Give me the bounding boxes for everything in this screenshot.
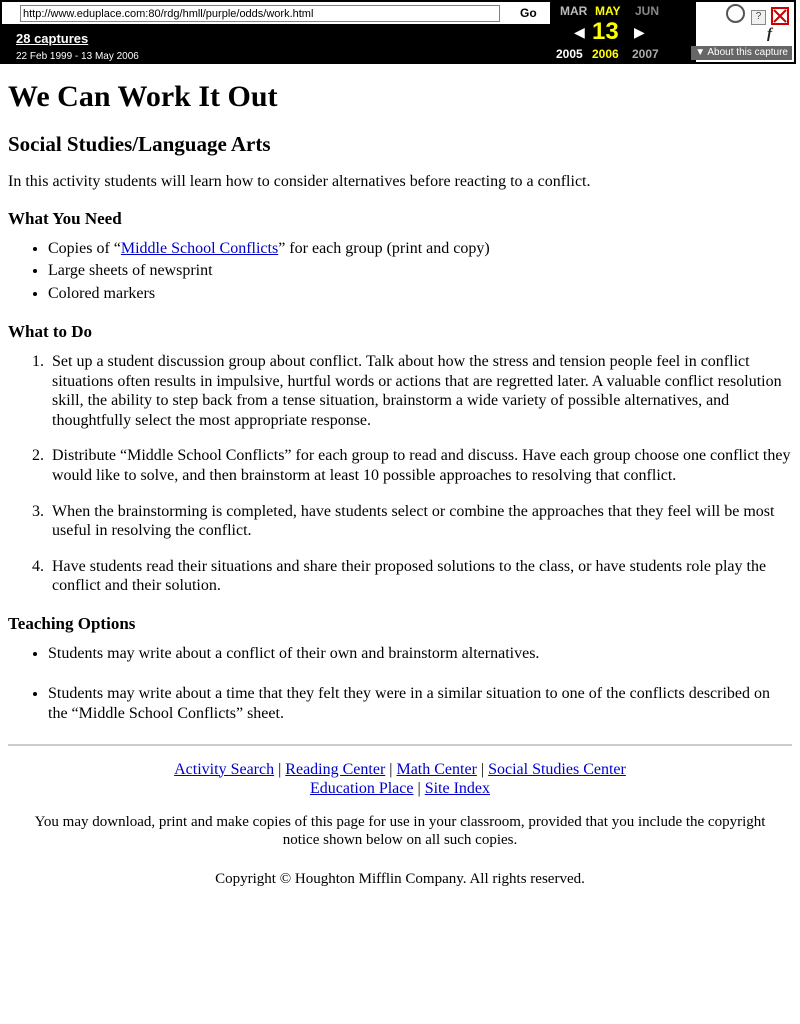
list-item: 3. When the brainstorming is completed, have students select or combine the approaches that they feel will be most useful in resolving the conflict.: [48, 502, 792, 541]
list-item: 4. Have students read their situations and share their proposed solutions to the class, or have students role play the conflict and their solution.: [48, 557, 792, 596]
footer-nav-row-2: [8, 779, 792, 799]
material-text-pre: Large sheets of newsprint: [48, 262, 213, 280]
wayback-url-row: [12, 5, 592, 23]
material-text-pre: Colored markers: [48, 284, 156, 302]
footer-separator: |: [389, 760, 393, 778]
usage-notice-line-1: You may download, print and make copies of this page for use in your classroom, provided that you include the copyright: [34, 813, 766, 830]
url-input[interactable]: [20, 5, 500, 22]
site-index-link[interactable]: Site Index: [424, 780, 491, 798]
education-place-link[interactable]: Education Place: [309, 780, 414, 798]
facebook-icon[interactable]: f: [767, 26, 772, 42]
close-icon[interactable]: [771, 7, 789, 25]
footer-separator: |: [480, 760, 485, 778]
activity-search-link[interactable]: Activity Search: [174, 760, 275, 778]
wayback-timeline: [550, 2, 696, 62]
month-prev-label[interactable]: MAR: [560, 4, 588, 18]
list-item: 2. Distribute “Middle School Conflicts” for each group to read and discuss. Have each group choose one conflict they would like to solve, and then brainstorm at least 10 possible approaches to resolving that conflict.: [48, 446, 792, 485]
materials-list: [8, 239, 792, 304]
page-subtitle: Social Studies/Language Arts: [8, 132, 271, 156]
steps-list: [8, 352, 792, 595]
list-item: • Students may write about a conflict of their own and brainstorm alternatives.: [48, 644, 792, 664]
month-next-label[interactable]: JUN: [635, 4, 660, 18]
usage-notice-line-2: notice shown below on all such copies.: [282, 831, 518, 848]
list-item: [48, 284, 792, 304]
help-icon[interactable]: ?: [751, 10, 766, 25]
previous-capture-arrow-icon[interactable]: ◀: [574, 24, 585, 40]
page-content: [0, 80, 800, 888]
reading-center-link[interactable]: Reading Center: [285, 760, 386, 778]
wayback-logo-icon: [726, 4, 748, 26]
page-title: We Can Work It Out: [8, 80, 278, 113]
social-studies-center-link[interactable]: Social Studies Center: [488, 760, 626, 778]
capture-date-range: 22 Feb 1999 - 13 May 2006: [16, 51, 139, 62]
footer-nav-row-1: [8, 760, 792, 780]
math-center-link[interactable]: Math Center: [396, 760, 477, 778]
year-current-label: 2006: [592, 47, 619, 61]
go-button[interactable]: Go: [514, 5, 543, 21]
footer-divider: [8, 744, 792, 746]
material-text-post: ” for each group (print and copy): [278, 240, 490, 257]
list-item: [48, 261, 792, 281]
month-current-label: MAY: [595, 4, 621, 18]
what-you-need-heading: What You Need: [8, 209, 122, 228]
list-item: • Students may write about a time that they felt they were in a similar situation to one of the conflicts described on the “Middle School Conflicts” sheet.: [48, 684, 792, 724]
wayback-toolbar: [0, 0, 796, 64]
wayback-left-panel: [2, 2, 596, 62]
teaching-options-list: [8, 644, 792, 724]
year-prev-label[interactable]: 2005: [556, 47, 583, 61]
about-this-capture-button[interactable]: ▼ About this capture: [691, 46, 792, 60]
next-capture-arrow-icon[interactable]: ▶: [634, 24, 645, 40]
footer-separator: |: [278, 760, 282, 778]
material-text-pre: Copies of “: [48, 240, 121, 257]
intro-paragraph: In this activity students will learn how to consider alternatives before reacting to a conflict.: [8, 173, 591, 190]
list-item: [48, 239, 792, 259]
wayback-capture-bar: [2, 24, 596, 62]
middle-school-conflicts-link[interactable]: Middle School Conflicts: [120, 240, 279, 257]
copyright-text: Copyright © Houghton Mifflin Company. All rights reserved.: [215, 870, 585, 887]
teaching-options-heading: Teaching Options: [8, 613, 136, 633]
list-item: 1. Set up a student discussion group about conflict. Talk about how the stress and tension people feel in conflict situations often results in impulsive, hurtful words or actions that are regretted later. A valuable conflict resolution skill, the ability to step back from a tense situation, brainstorm a wide variety of possible alternatives, and thoughtfully select the most appropriate response.: [48, 352, 792, 430]
year-next-label[interactable]: 2007: [632, 47, 659, 61]
captures-link[interactable]: 28 captures: [16, 31, 89, 46]
footer-separator: |: [417, 780, 421, 798]
what-to-do-heading: What to Do: [8, 322, 93, 342]
footer-navigation: [8, 760, 792, 799]
usage-notice: [8, 813, 792, 849]
capture-day-label: 13: [592, 18, 619, 45]
